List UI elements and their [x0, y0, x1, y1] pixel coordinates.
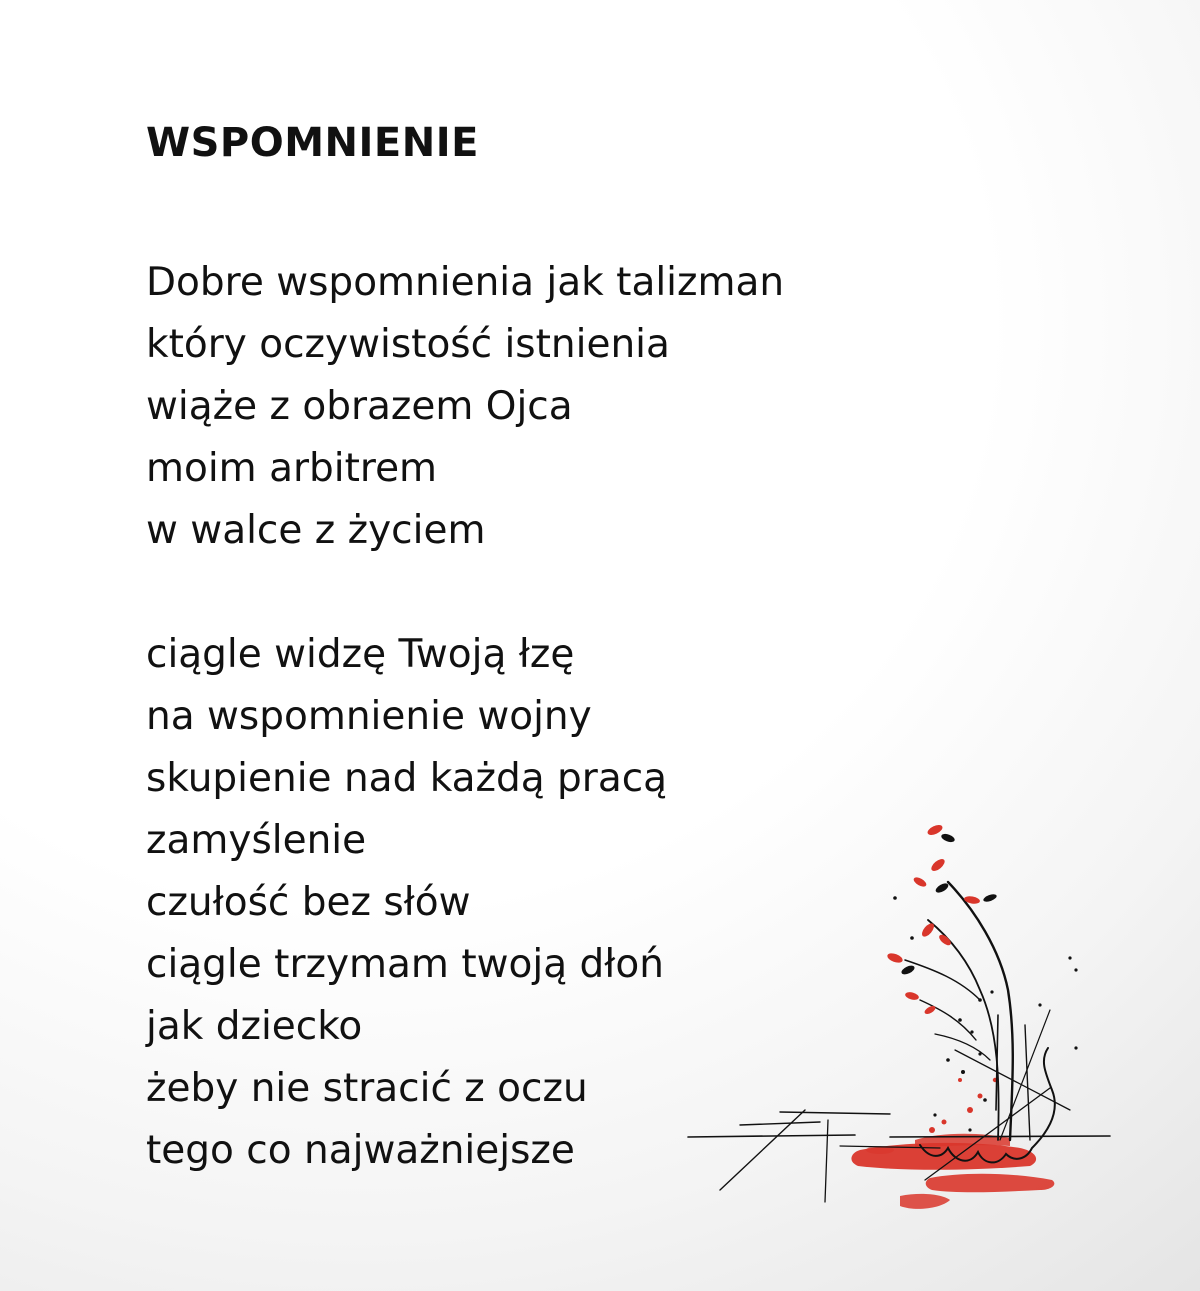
red-ink-splash: [851, 1078, 1054, 1209]
poem-line: tego co najważniejsze: [146, 1128, 575, 1173]
poem-line: jak dziecko: [146, 1004, 363, 1049]
poem-line: ciągle widzę Twoją łzę: [146, 632, 575, 677]
poem-line: wiąże z obrazem Ojca: [146, 384, 573, 429]
poem-line: zamyślenie: [146, 818, 367, 863]
poem-line: który oczywistość istnienia: [146, 322, 670, 367]
poem-line: ciągle trzymam twoją dłoń: [146, 942, 664, 987]
poem-title: WSPOMNIENIE: [146, 120, 479, 166]
stanza-1: [146, 252, 906, 562]
poem-line: czułość bez słów: [146, 880, 471, 925]
leaves: [886, 823, 997, 1016]
ink-branch-illustration-icon: [680, 810, 1120, 1230]
poem-line: na wspomnienie wojny: [146, 694, 592, 739]
poem-line: skupienie nad każdą pracą: [146, 756, 668, 801]
poem-line: w walce z życiem: [146, 508, 486, 553]
poem-line: żeby nie stracić z oczu: [146, 1066, 588, 1111]
poem-line: Dobre wspomnienia jak talizman: [146, 260, 785, 305]
poem-line: moim arbitrem: [146, 446, 438, 491]
